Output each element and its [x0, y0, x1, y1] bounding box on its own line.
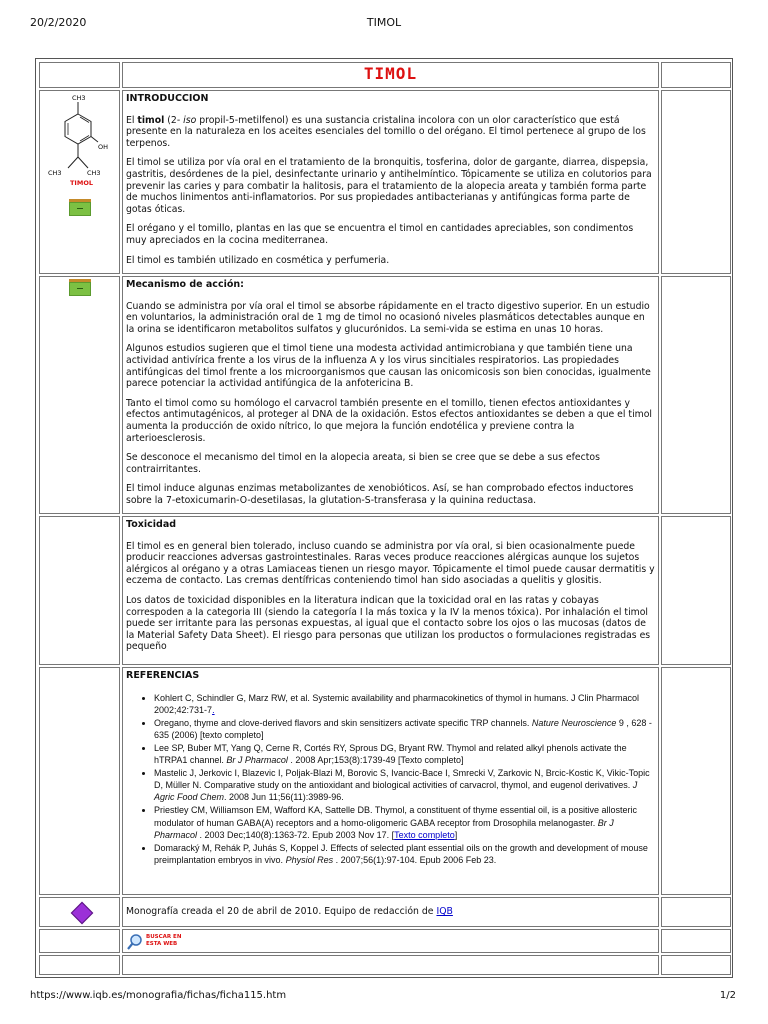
ch3-right-label: CH3: [87, 169, 101, 177]
intro-paragraph: El timol (2- iso propil-5-metilfenol) es una sustancia cristalina incolora con un olor característico que está presente en la naturaleza en los aceites esenciales del tomillo o del orégano. El timol pertenece al grupo de los terpenos.: [126, 114, 646, 149]
toxicity-cell: [122, 516, 659, 665]
oh-label: OH: [98, 143, 109, 151]
monograph-left-cell: [39, 897, 120, 927]
full-text-link[interactable]: Texto completo: [394, 829, 455, 840]
search-left-cell: [39, 929, 120, 953]
monograph-credit: Monografía creada el 20 de abril de 2010. Equipo de redacción de IQB: [126, 906, 453, 917]
title-left-cell: [39, 62, 120, 88]
intro-paragraph: El orégano y el tomillo, plantas en las que se encuentra el timol en cantidades apreciables, son condimentos muy apreciados en la cocina mediterranea.: [126, 223, 634, 246]
intro-cell: [122, 90, 659, 274]
monograph-right-cell: [661, 897, 731, 927]
mechanism-paragraph: Cuando se administra por vía oral el timol se absorbe rápidamente en el tracto digestivo superior. En un estudio en voluntarios, la administración oral de 1 mg de timol no ocasionó niveles plasmáticos detectables aunque en la orina se identificaron metabolitos sulfatos y glucurónidos. La semi-vida se estima en unas 10 horas.: [126, 300, 650, 335]
empty-left-cell: [39, 955, 120, 975]
intro-paragraph: El timol se utiliza por vía oral en el tratamiento de la bronquitis, tosferina, dolor de gargante, diarrea, dispepsia, gastritis, desórdenes de la piel, desinfectante urinario y antihelmíntico. Tópicamente se utiliza en colutorios para prevenir las caries y para combatir la halitosis, para el tratamiento de la alopecia areata y también forma parte de muchos linimentos anti-inflamatorios. Por sus propiedades antibacterianas y antifúngicas forma parte de gotas óticas.: [126, 157, 652, 215]
references-heading: REFERENCIAS: [126, 670, 200, 681]
ch3-left-label: CH3: [48, 169, 62, 177]
intro-left-cell: [39, 90, 120, 274]
print-date: 20/2/2020: [30, 16, 87, 29]
toxicity-paragraph: Los datos de toxicidad disponibles en la literatura indican que la toxicidad oral en las ratas y cobayas correspoden a la categoria III (siendo la categoría I la más toxica y la IV la menos tóxica). Por inhalación el timol puede ser irritante para las personas expuestas, al igual que el contacto sobre los ojos o las mucosas (datos de la Material Safety Data Sheet). El riesgo para personas que utilizan los productos o formulaciones registradas es pequeño: [126, 594, 651, 653]
mechanism-cell: [122, 276, 659, 514]
search-cell: [122, 929, 659, 953]
structure-name: TIMOL: [70, 179, 93, 187]
mechanism-paragraph: Se desconoce el mecanismo del timol en la alopecia areata, si bien se cree que se debe a sus efectos contrairritantes.: [126, 452, 600, 475]
mechanism-paragraph: El timol induce algunas enzimas metabolizantes de xenobióticos. Así, se han comprobado efectos inductores sobre la 7-etoxicumarin-O-desetilasas, la glutation-S-transferasa y la quinina reductasa.: [126, 483, 634, 506]
ch3-label: CH3: [72, 94, 86, 102]
search-label-line1: BUSCAR EN: [146, 934, 182, 940]
reference-item: • Priestley CM, Williamson EM, Wafford KA, Sattelle DB. Thymol, a constituent of thyme essential oil, is a positive allosteric modulator of human GABA(A) receptors and a homo-oligomeric GABA receptor from Drosophila melanogaster. Br J Pharmacol . 2003 Dec;140(8):1363-72. Epub 2003 Nov 17. [Texto completo]: [154, 804, 655, 840]
search-site-button[interactable]: [126, 932, 206, 952]
toxicity-paragraph: El timol es en general bien tolerado, incluso cuando se administra por vía oral, si bien ocasionalmente puede producir reacciones adversas gastrointestinales. Raras veces produce reacciones alérgicas aunque los sujetos alérgicos al orégano y a otras Lamiaceas tienen un riesgo mayor. Tópicamente el timol puede causar dermatitis y eczema de contacto. Las cremas dentífricas conteniendo timol han sido asociadas a quelitis y glositis.: [126, 540, 655, 587]
mechanism-left-cell: [39, 276, 120, 514]
toxicity-right-cell: [661, 516, 731, 665]
intro-paragraph: El timol es también utilizado en cosmética y perfumeria.: [126, 254, 390, 266]
intro-right-cell: [661, 90, 731, 274]
print-title: TIMOL: [366, 16, 402, 29]
page-title: TIMOL: [363, 64, 418, 83]
reference-item: • Domaracký M, Rehák P, Juhás S, Koppel J. Effects of selected plant essential oils on the growth and development of mouse preimplantation embryos in vivo. Physiol Res . 2007;56(1):97-104. Epub 2006 Feb 23.: [154, 842, 655, 866]
references-cell: [122, 667, 659, 895]
reference-item: • Kohlert C, Schindler G, Marz RW, et al. Systemic availability and pharmacokinetics of thymol in humans. J Clin Pharmacol 2002;42:731-7.: [154, 692, 655, 716]
reference-item: • Oregano, thyme and clove-derived flavors and skin sensitizers activate specific TRP channels. Nature Neuroscience 9 , 628 - 635 (2006) [texto completo]: [154, 717, 655, 741]
magnifier-icon: [126, 933, 144, 951]
search-right-cell: [661, 929, 731, 953]
thymol-structure-image: [40, 91, 119, 201]
mechanism-right-cell: [661, 276, 731, 514]
toxicity-left-cell: [39, 516, 120, 665]
iqb-link[interactable]: IQB: [436, 906, 453, 917]
reference-item: • Lee SP, Buber MT, Yang Q, Cerne R, Cortés RY, Sprous DG, Bryant RW. Thymol and related alkyl phenols activate the hTRPA1 channel. Br J Pharmacol . 2008 Apr;153(8):1739-49 [Texto completo]: [154, 742, 655, 766]
title-right-cell: [661, 62, 731, 88]
mechanism-paragraph: Algunos estudios sugieren que el timol tiene una modesta actividad antimicrobiana y que también tiene una actividad antivírica frente a los virus de la influenza A y los virus sincitiales respiratorios. Las propiedades antifúngicas del timol frente a los microorganismos que causan las onicomicosis son bien conocidas, igualmente parece potenciar la actividad antifúngica de la anfotericina B.: [126, 343, 651, 390]
print-url: https://www.iqb.es/monografia/fichas/ficha115.htm: [30, 990, 287, 1001]
folder-icon: [69, 279, 91, 296]
monograph-cell: [122, 897, 659, 927]
intro-heading: INTRODUCCION: [126, 93, 209, 104]
references-left-cell: [39, 667, 120, 895]
mechanism-paragraph: Tanto el timol como su homólogo el carvacrol también presente en el tomillo, tienen efectos antioxidantes y efectos antimutagénicos, al proteger al DNA de la oxidación. Estos efectos antioxidantes se deben a que el timol aumenta la producción de oxido nítrico, lo que mejora la función endotélica y previene contra la arterioesclerosis.: [126, 397, 652, 444]
title-cell: [122, 62, 659, 88]
references-right-cell: [661, 667, 731, 895]
folder-icon: [69, 199, 91, 216]
search-label-line2: ESTA WEB: [146, 941, 178, 947]
page-number: 1/2: [719, 990, 736, 1001]
monograph-table: [35, 58, 733, 978]
diamond-icon: [71, 902, 94, 925]
reference-item: • Mastelic J, Jerkovic I, Blazevic I, Poljak-Blazi M, Borovic S, Ivancic-Bace I, Smrecki V, Zarkovic N, Brcic-Kostic K, Vikic-Topic D, Müller N. Comparative study on the antioxidant and biological activities of carvacrol, thymol, and eugenol derivatives. J Agric Food Chem. 2008 Jun 11;56(11):3989-96.: [154, 767, 655, 803]
mechanism-heading: Mecanismo de acción:: [126, 279, 244, 290]
empty-cell: [122, 955, 659, 975]
toxicity-heading: Toxicidad: [126, 519, 177, 530]
reference-link[interactable]: .: [212, 704, 215, 715]
empty-right-cell: [661, 955, 731, 975]
